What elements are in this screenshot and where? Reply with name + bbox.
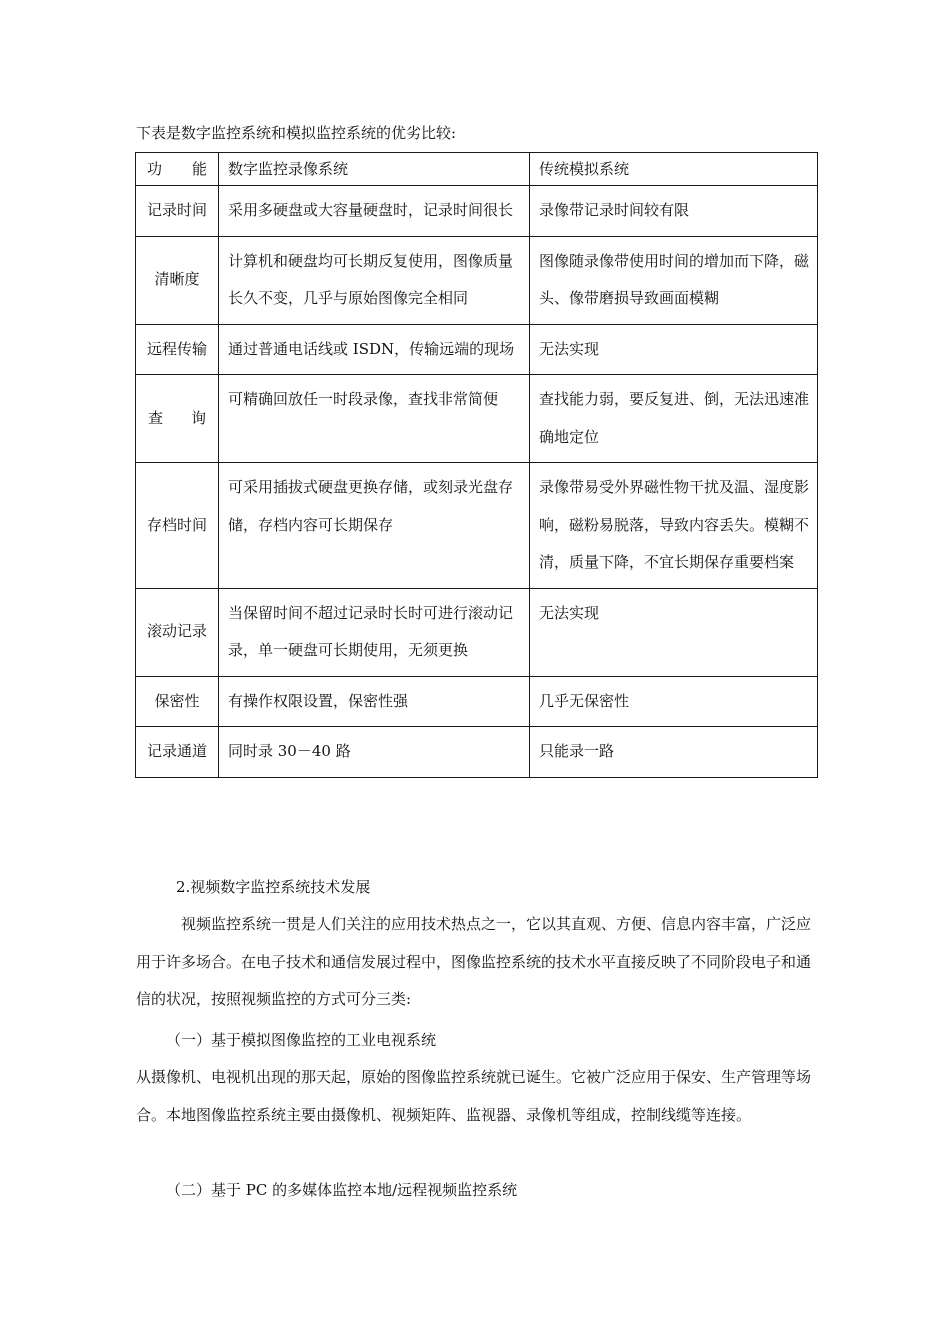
row-digital: [219, 588, 530, 676]
header-function-a: 功: [146, 160, 162, 178]
cell-text: 录像带易受外界磁性物干扰及温、湿度影响，磁粉易脱落，导致内容丢失。模糊不清，质量下降，不宜长期保存重要档案: [539, 478, 810, 571]
section-paragraph: 视频监控系统一贯是人们关注的应用技术热点之一，它以其直观、方便、信息内容丰富，广泛应用于许多场合。在电子技术和通信发展过程中，图像监控系统的技术水平直接反映了不同阶段电子和通信的状况，按照视频监控的方式可分三类:: [136, 915, 812, 1008]
row-analog: [530, 463, 818, 589]
row-function: 远程传输: [136, 324, 219, 375]
subsection-heading-2: （二）基于 PC 的多媒体监控本地/远程视频监控系统: [166, 1181, 518, 1199]
cell-text: 采用多硬盘或大容量硬盘时，记录时间很长: [228, 201, 514, 219]
cell-text: 查找能力弱，要反复进、倒，无法迅速准确地定位: [539, 390, 810, 446]
row-digital: [219, 463, 530, 589]
cell-text: 几乎无保密性: [539, 691, 630, 710]
cell-text: 可采用插拔式硬盘更换存储，或刻录光盘存储，存档内容可长期保存: [228, 478, 514, 534]
cell-text: 无法实现: [539, 339, 600, 358]
row-analog: [530, 588, 818, 676]
row-function: 滚动记录: [136, 588, 219, 676]
row-analog: [530, 727, 818, 778]
table-row: [136, 588, 818, 676]
row-function-b: 询: [191, 408, 207, 427]
row-digital: [219, 375, 530, 463]
cell-text: 图像随录像带使用时间的增加而下降，磁头、像带磨损导致画面模糊: [539, 251, 810, 307]
row-digital: [219, 186, 530, 237]
table-row: [136, 375, 818, 463]
row-analog: [530, 324, 818, 375]
row-analog: [530, 676, 818, 727]
cell-text: 无法实现: [539, 603, 600, 622]
section-heading: 2.视频数字监控系统技术发展: [176, 878, 371, 896]
row-function: 记录通道: [136, 727, 219, 778]
row-function: 存档时间: [136, 463, 219, 589]
subsection-heading-1: （一）基于模拟图像监控的工业电视系统: [166, 1031, 437, 1049]
row-digital: [219, 324, 530, 375]
table-row: [136, 236, 818, 324]
header-function-b: 能: [192, 160, 208, 178]
table-row: [136, 186, 818, 237]
row-analog: [530, 236, 818, 324]
table-row: [136, 727, 818, 778]
row-digital: [219, 676, 530, 727]
table-row: [136, 676, 818, 727]
row-analog: [530, 375, 818, 463]
table-row: [136, 463, 818, 589]
row-function: 记录时间: [136, 186, 219, 237]
cell-text: 当保留时间不超过记录时长时可进行滚动记录，单一硬盘可长期使用，无须更换: [228, 603, 514, 659]
row-function-a: 查: [147, 408, 163, 427]
cell-text: 可精确回放任一时段录像，查找非常简便: [228, 390, 499, 408]
header-digital: 数字监控录像系统: [219, 153, 530, 186]
header-function: [136, 153, 219, 186]
header-analog: 传统模拟系统: [530, 153, 818, 186]
row-digital: [219, 236, 530, 324]
cell-text: 计算机和硬盘均可长期反复使用，图像质量长久不变，几乎与原始图像完全相同: [228, 251, 514, 307]
row-digital: [219, 727, 530, 778]
cell-text: 录像带记录时间较有限: [539, 201, 690, 219]
cell-text: 同时录 30－40 路: [228, 742, 351, 760]
row-function: [136, 375, 219, 463]
cell-text: 只能录一路: [539, 742, 615, 760]
row-function: 清晰度: [136, 236, 219, 324]
table-header-row: [136, 153, 818, 186]
row-function: 保密性: [136, 676, 219, 727]
cell-text: 通过普通电话线或 ISDN，传输远端的现场: [228, 339, 515, 358]
row-analog: [530, 186, 818, 237]
comparison-table: [135, 152, 818, 778]
subsection-paragraph-1: 从摄像机、电视机出现的那天起，原始的图像监控系统就已诞生。它被广泛应用于保安、生产管理等场合。本地图像监控系统主要由摄像机、视频矩阵、监视器、录像机等组成，控制线缆等连接。: [136, 1068, 812, 1124]
table-row: [136, 324, 818, 375]
cell-text: 有操作权限设置，保密性强: [228, 691, 409, 710]
table-intro: 下表是数字监控系统和模拟监控系统的优劣比较:: [136, 124, 457, 142]
